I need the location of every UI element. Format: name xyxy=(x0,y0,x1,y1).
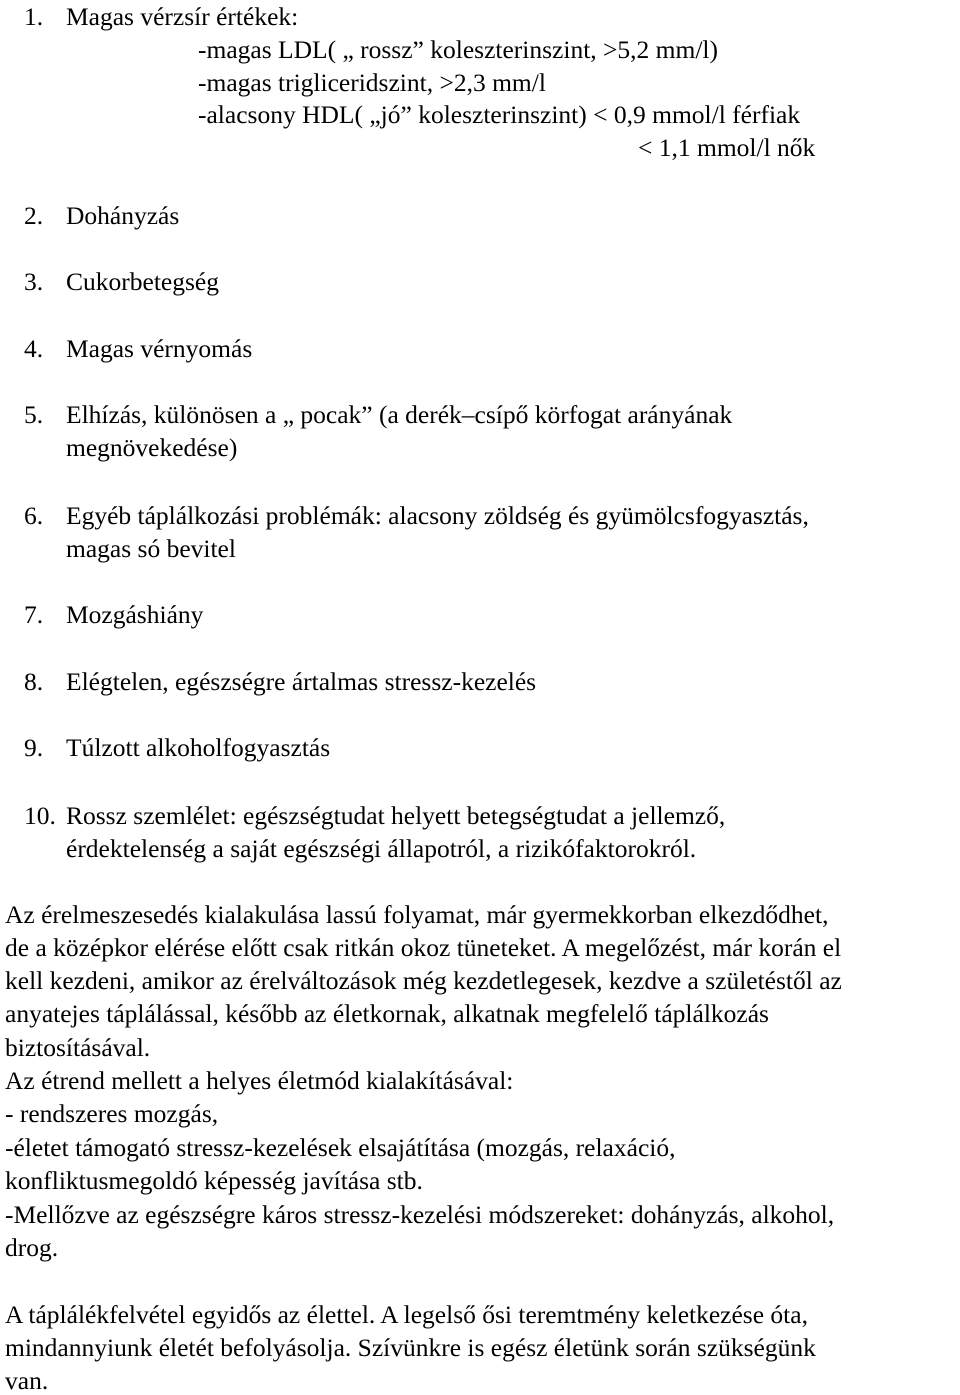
list-item-text: megnövekedése) xyxy=(66,433,238,462)
list-item-text: Rossz szemlélet: egészségtudat helyett betegségtudat a jellemző, xyxy=(66,801,726,830)
list-item-text: érdektelenség a saját egészségi állapotról, a rizikófaktorokról. xyxy=(66,834,697,863)
paragraph-line: drog. xyxy=(5,1233,59,1262)
paragraph-line: mindannyiunk életét befolyásolja. Szívünkre is egész életünk során szükségünk xyxy=(5,1333,816,1362)
list-number: 3. xyxy=(24,267,44,296)
list-number: 1. xyxy=(24,2,44,31)
paragraph-line: A táplálékfelvétel egyidős az élettel. A legelső ősi teremtmény keletkezése óta, xyxy=(5,1300,808,1329)
list-item-text: magas só bevitel xyxy=(66,534,236,563)
paragraph-line: kell kezdeni, amikor az érelváltozások még kezdetlegesek, kezdve a születéstől az xyxy=(5,966,842,995)
list-subline: -magas LDL( „ rossz” koleszterinszint, >5,2 mm/l) xyxy=(198,35,718,64)
list-item-text: Mozgáshiány xyxy=(66,600,204,629)
paragraph-line: de a középkor elérése előtt csak ritkán okoz tüneteket. A megelőzést, már korán el xyxy=(5,933,842,962)
list-item-text: Magas vérnyomás xyxy=(66,334,253,363)
list-number: 4. xyxy=(24,334,44,363)
paragraph-line: -életet támogató stressz-kezelések elsajátítása (mozgás, relaxáció, xyxy=(5,1133,676,1162)
paragraph-line: van. xyxy=(5,1366,49,1395)
list-item-text: Elhízás, különösen a „ pocak” (a derék–csípő körfogat arányának xyxy=(66,400,733,429)
list-number: 8. xyxy=(24,667,44,696)
paragraph-line: Az étrend mellett a helyes életmód kialakításával: xyxy=(5,1066,514,1095)
list-subline: < 1,1 mmol/l nők xyxy=(638,133,816,162)
list-number: 10. xyxy=(24,801,56,830)
list-item-text: Magas vérzsír értékek: xyxy=(66,2,299,31)
list-item-text: Elégtelen, egészségre ártalmas stressz-kezelés xyxy=(66,667,537,696)
list-item-text: Egyéb táplálkozási problémák: alacsony zöldség és gyümölcsfogyasztás, xyxy=(66,501,809,530)
list-item-text: Dohányzás xyxy=(66,201,180,230)
paragraph-line: biztosításával. xyxy=(5,1033,151,1062)
paragraph-line: anyatejes táplálással, később az életkornak, alkatnak megfelelő táplálkozás xyxy=(5,999,769,1028)
paragraph-line: Az érelmeszesedés kialakulása lassú folyamat, már gyermekkorban elkezdődhet, xyxy=(5,900,829,929)
list-number: 9. xyxy=(24,733,44,762)
list-item-text: Cukorbetegség xyxy=(66,267,219,296)
paragraph-line: konfliktusmegoldó képesség javítása stb. xyxy=(5,1166,423,1195)
paragraph-line: - rendszeres mozgás, xyxy=(5,1099,219,1128)
list-number: 5. xyxy=(24,400,44,429)
paragraph-line: -Mellőzve az egészségre káros stressz-kezelési módszereket: dohányzás, alkohol, xyxy=(5,1200,835,1229)
list-number: 7. xyxy=(24,600,44,629)
list-number: 2. xyxy=(24,201,44,230)
list-subline: -magas trigliceridszint, >2,3 mm/l xyxy=(198,68,546,97)
list-number: 6. xyxy=(24,501,44,530)
list-subline: -alacsony HDL( „jó” koleszterinszint) < 0,9 mmol/l férfiak xyxy=(198,100,801,129)
list-item-text: Túlzott alkoholfogyasztás xyxy=(66,733,331,762)
